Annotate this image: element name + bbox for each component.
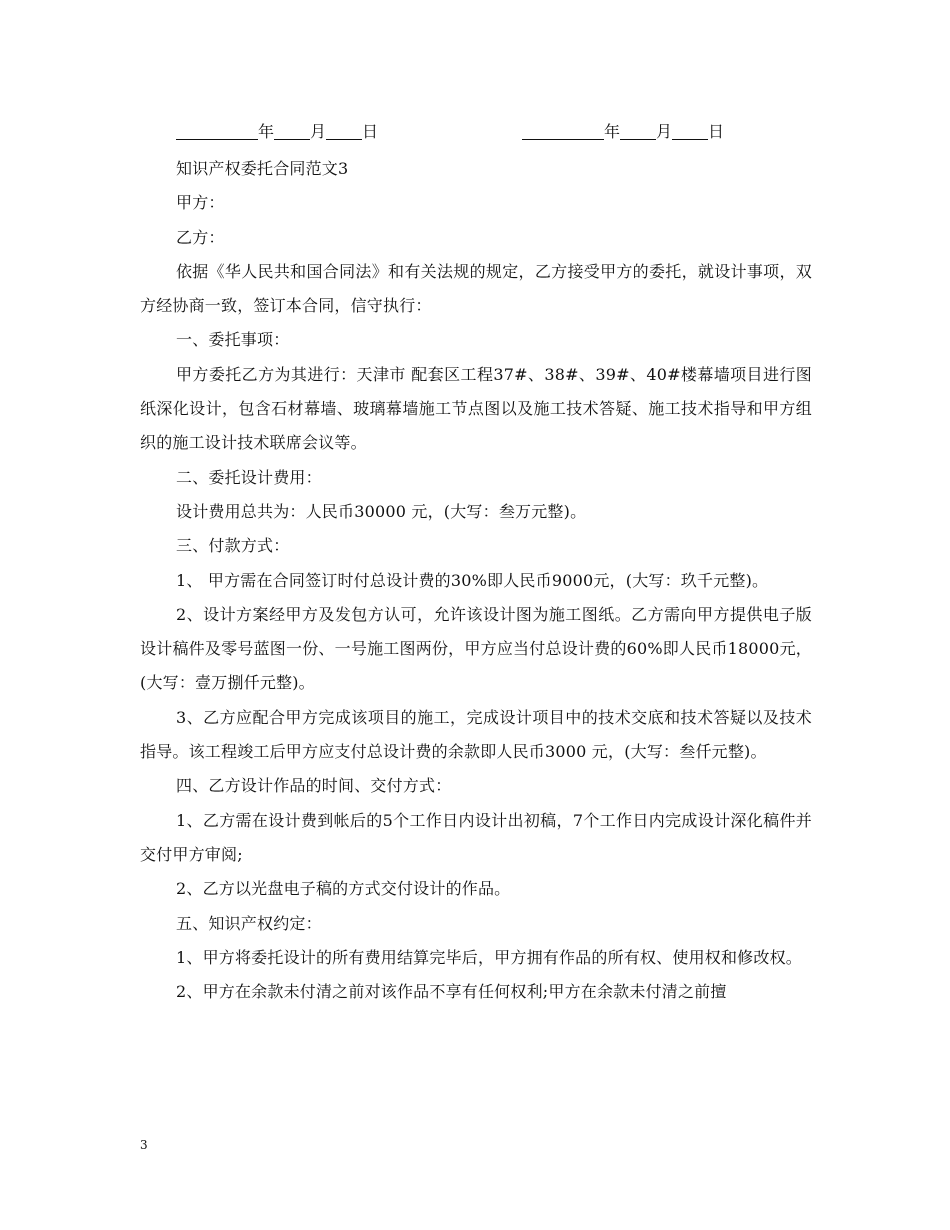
doc-title: 知识产权委托合同范文3 [176, 159, 349, 178]
paragraph: 设计费用总共为：人民币30000 元，(大写：叁万元整)。 [176, 501, 587, 521]
day-label: 日 [362, 122, 379, 141]
year-label: 年 [604, 122, 621, 141]
date-field-left [176, 118, 378, 146]
section-heading: 二、委托设计费用： [176, 467, 322, 487]
party-b: 乙方： [176, 227, 225, 247]
blank-day [672, 121, 708, 140]
party-a: 甲方： [176, 193, 225, 213]
paragraph: 1、甲方将委托设计的所有费用结算完毕后，甲方拥有作品的所有权、使用权和修改权。 [176, 947, 802, 967]
section-heading: 四、乙方设计作品的时间、交付方式： [176, 776, 452, 796]
blank-day [326, 121, 362, 140]
section-heading: 三、付款方式： [176, 536, 290, 556]
paragraph: 2、设计方案经甲方及发包方认可，允许该设计图为施工图纸。乙方需向甲方提供电子版设计稿件及零号蓝图一份、一号施工图两份，甲方应当付总设计费的60%即人民币18000元，(大写：壹万捌仟元整)。 [140, 604, 812, 693]
document-body [140, 152, 812, 1009]
date-field-right [522, 118, 724, 146]
date-line [176, 118, 816, 146]
blank-month [620, 121, 656, 140]
paragraph: 3、乙方应配合甲方完成该项目的施工，完成设计项目中的技术交底和技术答疑以及技术指导。该工程竣工后甲方应支付总设计费的余款即人民币3000 元，(大写：叁仟元整)。 [140, 707, 812, 762]
paragraph: 1、乙方需在设计费到帐后的5个工作日内设计出初稿，7个工作日内完成设计深化稿件并交付甲方审阅; [140, 810, 812, 864]
blank-year [176, 121, 258, 140]
page-number: 3 [140, 1138, 148, 1152]
month-label: 月 [310, 122, 327, 141]
paragraph: 2、乙方以光盘电子稿的方式交付设计的作品。 [176, 879, 511, 899]
year-label: 年 [258, 122, 275, 141]
paragraph: 2、甲方在余款未付清之前对该作品不享有任何权利;甲方在余款未付清之前擅 [176, 982, 727, 1002]
day-label: 日 [708, 122, 725, 141]
paragraph: 1、 甲方需在合同签订时付总设计费的30%即人民币9000元，(大写：玖千元整)。 [176, 570, 769, 590]
blank-month [274, 121, 310, 140]
section-heading: 五、知识产权约定： [176, 913, 322, 933]
paragraph: 甲方委托乙方为其进行：天津市 配套区工程37#、38#、39#、40#楼幕墙项目进行图纸深化设计，包含石材幕墙、玻璃幕墙施工节点图以及施工技术答疑、施工技术指导和甲方组织的施工设计技术联席会议等。 [140, 364, 812, 453]
paragraph: 依据《华人民共和国合同法》和有关法规的规定，乙方接受甲方的委托，就设计事项，双方经协商一致，签订本合同，信守执行： [140, 261, 812, 316]
section-heading: 一、委托事项： [176, 330, 290, 350]
month-label: 月 [656, 122, 673, 141]
blank-year [522, 121, 604, 140]
